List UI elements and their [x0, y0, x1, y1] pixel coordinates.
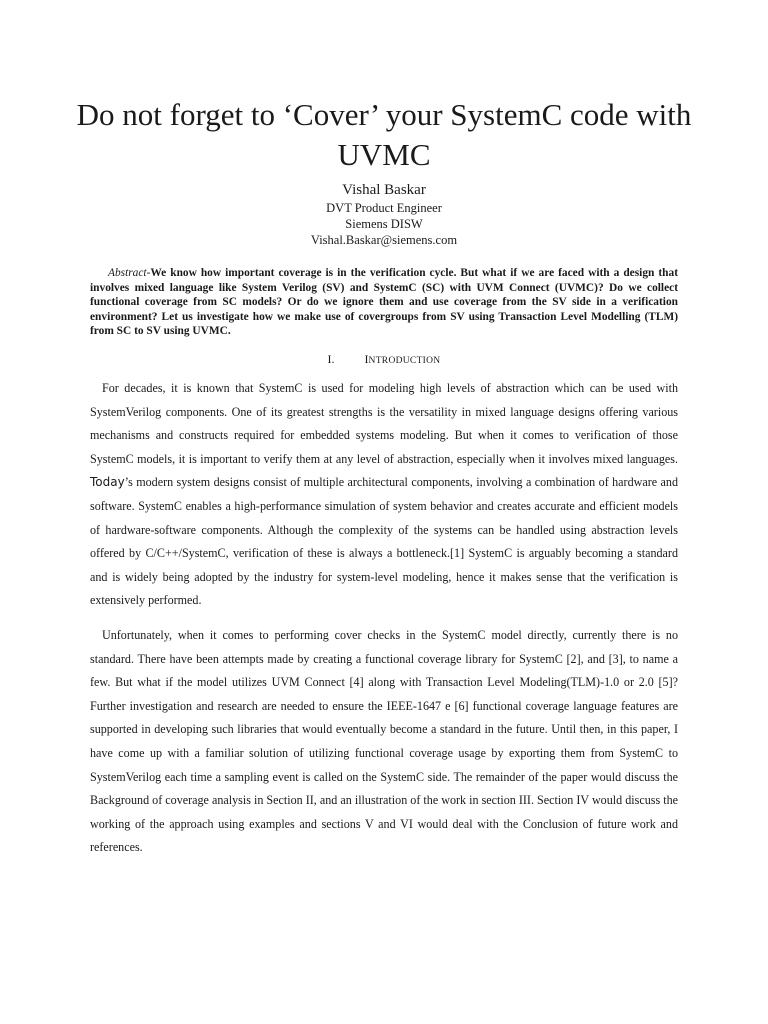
section-title-initial: I	[364, 352, 369, 366]
introduction-paragraph-2	[90, 624, 678, 860]
section-title-rest: NTRODUCTION	[368, 356, 441, 366]
author-name: Vishal Baskar	[342, 182, 426, 198]
para1-after: ’s modern system designs consist of multiple architectural components, involving a combination of hardware and software. SystemC enables a high-performance simulation of system behavior and creates accurate and efficient models of hardware-software components. Although the complexity of the systems can be handled using abstraction levels offered by C/C++/SystemC, verification of these is always a bottleneck.[1] SystemC is arguably becoming a standard and is widely being adopted by the industry for system-level modeling, hence it makes sense that the verification is extensively performed.	[90, 475, 678, 608]
author-email: Vishal.Baskar@siemens.com	[310, 233, 458, 247]
section-heading-introduction	[90, 351, 678, 369]
para1-before: For decades, it is known that SystemC is used for modeling high levels of abstraction which can be used with SystemVerilog components. One of its greatest strengths is the versatility in mixed language designs offering various mechanisms and constructs required for embedded systems modeling. But when it comes to verification of those SystemC models, it is important to verify them at any level of abstraction, especially when it involves mixed languages.	[90, 381, 678, 466]
para1-today: Today	[90, 475, 125, 490]
para2-text: Unfortunately, when it comes to performing cover checks in the SystemC model directly, currently there is no standard. There have been attempts made by creating a functional coverage library for SystemC [2], and [3], to name a few. But what if the model utilizes UVM Connect [4] along with Transaction Level Modeling(TLM)-1.0 or 2.0 [5]? Further investigation and research are needed to ensure the IEEE-1647 e [6] functional coverage language features are supported in developing such libraries that would eventually become a standard in the future. Until then, in this paper, I have come up with a familiar solution of utilizing functional coverage usage by exporting them from SystemC to SystemVerilog each time a sampling event is called on the SystemC side. The remainder of the paper would discuss the Background of coverage analysis in Section II, and an illustration of the work in section III. Section IV would discuss the working of the approach using examples and sections V and VI would deal with the Conclusion of future work and references.	[90, 628, 678, 855]
author-affiliation: Siemens DISW	[345, 217, 423, 231]
author-block	[134, 180, 634, 248]
abstract-text: We know how important coverage is in the verification cycle. But what if we are faced with a design that involves mixed language like System Verilog (SV) and SystemC (SC) with UVM Connect (UVMC)? Do we collect functional coverage from SC models? Or do we ignore them and use coverage from the SV side in a verification environment? Let us investigate how we make use of covergroups from SV using Transaction Level Modelling (TLM) from SC to SV using UVMC.	[90, 267, 678, 337]
paper-title: Do not forget to ‘Cover’ your SystemC code with UVMC	[76, 97, 692, 172]
abstract	[90, 266, 678, 339]
introduction-paragraph-1	[90, 377, 678, 613]
section-number: I.	[327, 352, 335, 366]
author-role: DVT Product Engineer	[326, 201, 442, 215]
abstract-label: Abstract-	[108, 267, 151, 279]
